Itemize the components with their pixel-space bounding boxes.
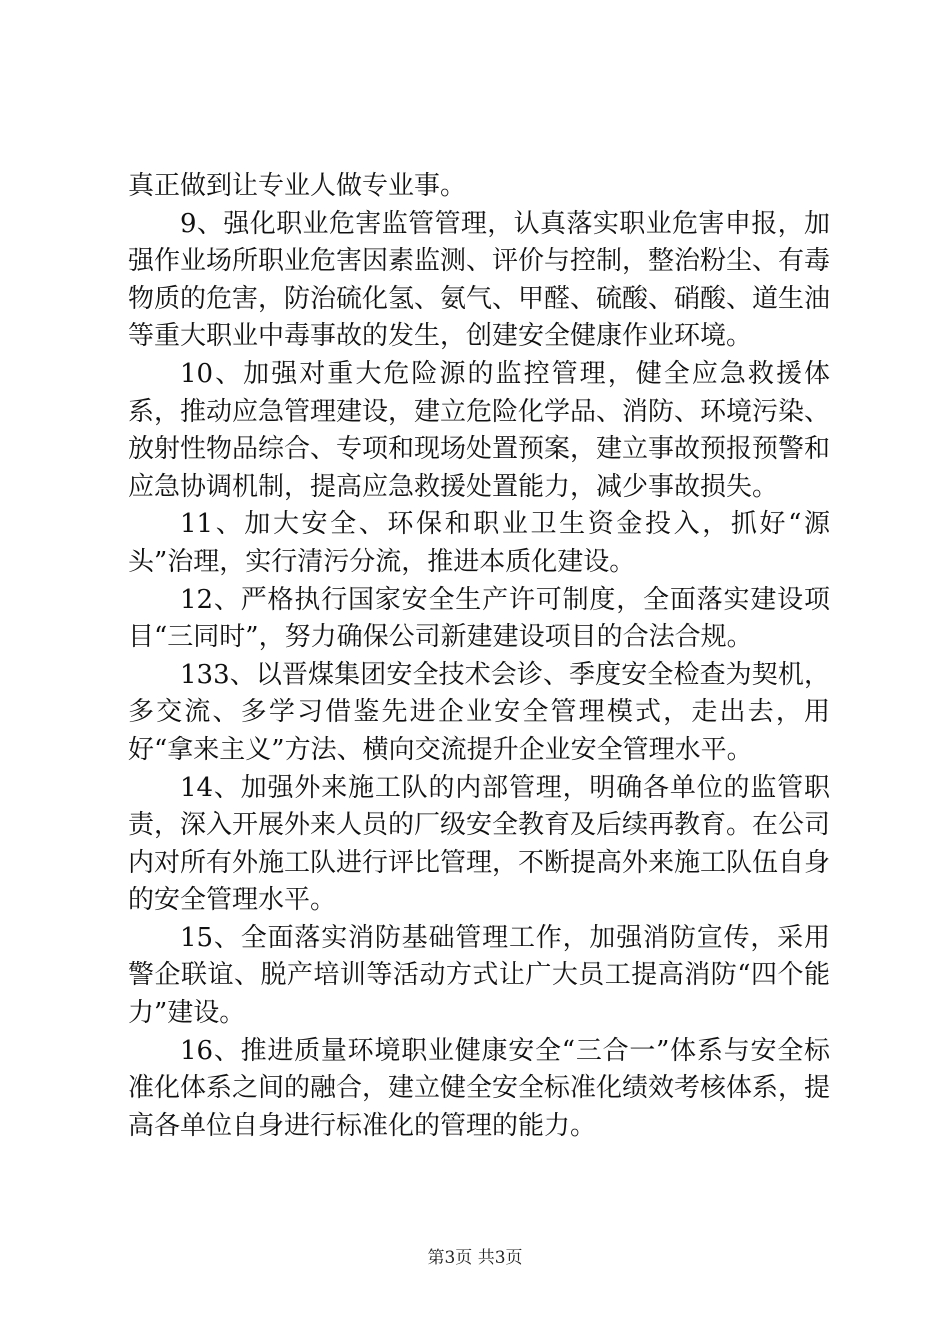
paragraph-item-15: 15、全面落实消防基础管理工作，加强消防宣传，采用警企联谊、脱产培训等活动方式让广大员工提高消防“四个能力”建设。: [128, 922, 830, 1029]
page-number-footer: 第3页 共3页: [427, 1248, 523, 1268]
paragraph-item-9: 9、强化职业危害监管管理，认真落实职业危害申报，加强作业场所职业危害因素监测、评价与控制，整治粉尘、有毒物质的危害，防治硫化氢、氨气、甲醛、硫酸、硝酸、道生油等重大职业中毒事故的发生，创建安全健康作业环境。: [128, 208, 831, 352]
paragraph-item-11: 11、加大安全、环保和职业卫生资金投入，抓好“源头”治理，实行清污分流，推进本质化建设。: [128, 509, 830, 577]
paragraph-item-12: 12、严格执行国家安全生产许可制度，全面落实建设项目“三同时”，努力确保公司新建建设项目的合法合规。: [128, 584, 830, 653]
paragraph-item-133: 133、以晋煤集团安全技术会诊、季度安全检查为契机，多交流、多学习借鉴先进企业安全管理模式，走出去，用好“拿来主义”方法、横向交流提升企业安全管理水平。: [128, 659, 830, 765]
paragraph-item-10: 10、加强对重大危险源的监控管理，健全应急救援体系，推动应急管理建设，建立危险化学品、消防、环境污染、放射性物品综合、专项和现场处置预案，建立事故预报预警和应急协调机制，提高应急救援处置能力，减少事故损失。: [128, 358, 831, 502]
paragraph-item-16: 16、推进质量环境职业健康安全“三合一”体系与安全标准化体系之间的融合，建立健全安全标准化绩效考核体系，提高各单位自身进行标准化的管理的能力。: [128, 1035, 831, 1141]
paragraph-item-14: 14、加强外来施工队的内部管理，明确各单位的监管职责，深入开展外来人员的厂级安全教育及后续再教育。在公司内对所有外施工队进行评比管理，不断提高外来施工队伍自身的安全管理水平。: [128, 772, 831, 916]
document-body: [128, 168, 830, 1145]
paragraph-continuation: 真正做到让专业人做专业事。: [128, 171, 467, 201]
